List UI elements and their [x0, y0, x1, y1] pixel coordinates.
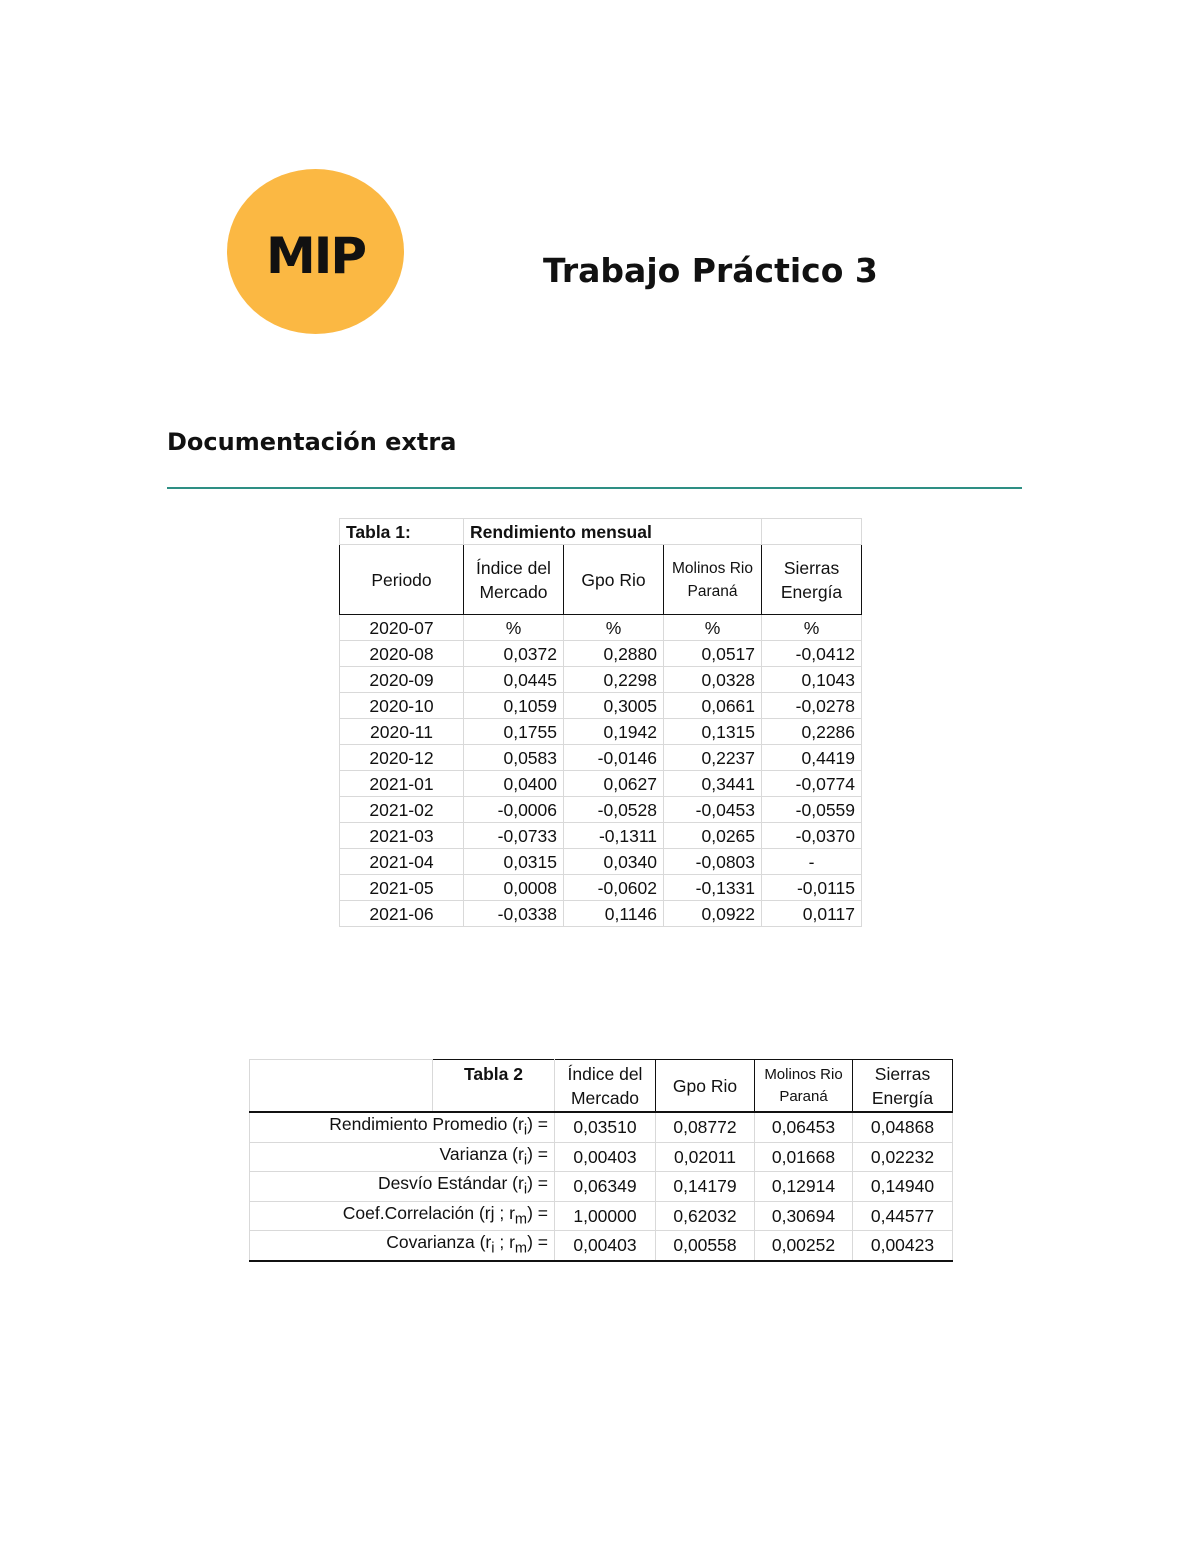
table-1	[339, 518, 862, 927]
period-cell: 2021-02	[340, 797, 464, 823]
table-row	[250, 1231, 953, 1261]
table-1-header-periodo: Periodo	[340, 545, 464, 615]
stat-label-subscript: m	[514, 1240, 528, 1257]
value-cell: 0,00558	[656, 1231, 755, 1261]
table-1-label: Tabla 1:	[340, 519, 464, 545]
value-cell: -0,0115	[762, 875, 862, 901]
table-row	[340, 875, 862, 901]
value-cell: 0,0008	[464, 875, 564, 901]
table-2-label: Tabla 2	[433, 1060, 555, 1113]
table-2-blank-cell	[250, 1060, 433, 1113]
period-cell: 2020-10	[340, 693, 464, 719]
stat-label-subscript: m	[514, 1211, 528, 1227]
stat-label-text: Varianza (r	[439, 1143, 524, 1164]
value-cell: 0,0328	[664, 667, 762, 693]
value-cell: 0,1942	[564, 719, 664, 745]
page-title: Trabajo Práctico 3	[543, 251, 878, 290]
stat-label-subscript: i	[491, 1240, 495, 1257]
table-1-header-row	[340, 545, 862, 615]
value-cell: 0,0372	[464, 641, 564, 667]
value-cell: 0,01668	[755, 1142, 853, 1172]
value-cell: %	[762, 615, 862, 641]
table-2-header-molinos-text: Molinos Rio Paraná	[764, 1065, 843, 1105]
value-cell: 0,0661	[664, 693, 762, 719]
table-2-header-molinos	[755, 1060, 853, 1113]
value-cell: 0,0340	[564, 849, 664, 875]
table-1-caption: Rendimiento mensual	[464, 519, 762, 545]
stat-label-subscript: i	[523, 1122, 528, 1139]
value-cell: -0,0278	[762, 693, 862, 719]
value-cell: -0,0338	[464, 901, 564, 927]
value-cell: 0,02011	[656, 1142, 755, 1172]
value-cell: 0,0922	[664, 901, 762, 927]
table-2	[249, 1059, 953, 1262]
value-cell: 0,3441	[664, 771, 762, 797]
table-row	[250, 1172, 953, 1202]
table-row	[340, 615, 862, 641]
value-cell: 0,4419	[762, 745, 862, 771]
value-cell: 0,2298	[564, 667, 664, 693]
table-row	[340, 849, 862, 875]
section-divider	[167, 487, 1022, 489]
table-row	[340, 745, 862, 771]
section-heading: Documentación extra	[167, 428, 457, 456]
value-cell: 0,00403	[555, 1231, 656, 1261]
period-cell: 2021-04	[340, 849, 464, 875]
value-cell: 0,0517	[664, 641, 762, 667]
value-cell: 0,0445	[464, 667, 564, 693]
value-cell: 0,2880	[564, 641, 664, 667]
stat-label-subscript: i	[523, 1181, 528, 1198]
table-row	[340, 797, 862, 823]
period-cell: 2020-07	[340, 615, 464, 641]
stat-label-text: Coef.Correlación (rj ; r	[342, 1202, 515, 1223]
table-row	[250, 1142, 953, 1172]
period-cell: 2020-11	[340, 719, 464, 745]
stat-label-text: Rendimiento Promedio (r	[329, 1114, 524, 1134]
period-cell: 2020-08	[340, 641, 464, 667]
value-cell: 0,14940	[853, 1172, 953, 1202]
value-cell: 0,00423	[853, 1231, 953, 1261]
value-cell: -0,0370	[762, 823, 862, 849]
period-cell: 2021-05	[340, 875, 464, 901]
value-cell: -0,0146	[564, 745, 664, 771]
value-cell: -0,0453	[664, 797, 762, 823]
value-cell: 0,1755	[464, 719, 564, 745]
period-cell: 2021-06	[340, 901, 464, 927]
value-cell: 0,14179	[656, 1172, 755, 1202]
value-cell: -0,1331	[664, 875, 762, 901]
stat-label-text: ; r	[494, 1232, 515, 1252]
table-2-header-indice: Índice del Mercado	[555, 1060, 656, 1113]
value-cell: 0,0400	[464, 771, 564, 797]
value-cell: -	[762, 849, 862, 875]
value-cell: 0,00252	[755, 1231, 853, 1261]
table-1-empty-cell	[762, 519, 862, 545]
table-row	[340, 823, 862, 849]
value-cell: 0,44577	[853, 1201, 953, 1231]
period-cell: 2021-03	[340, 823, 464, 849]
table-1-header-molinos	[664, 545, 762, 615]
stat-label-text: ) =	[527, 1173, 548, 1193]
value-cell: 0,04868	[853, 1112, 953, 1142]
table-row	[340, 693, 862, 719]
value-cell: %	[664, 615, 762, 641]
value-cell: 0,0117	[762, 901, 862, 927]
value-cell: -0,0803	[664, 849, 762, 875]
value-cell: -0,1311	[564, 823, 664, 849]
value-cell: 0,1315	[664, 719, 762, 745]
value-cell: 0,2237	[664, 745, 762, 771]
value-cell: 0,0265	[664, 823, 762, 849]
value-cell: 0,30694	[755, 1201, 853, 1231]
stat-label-text: Covarianza (r	[386, 1232, 492, 1252]
logo-text: MIP	[265, 226, 365, 285]
stat-label-text: ) =	[527, 1232, 548, 1252]
table-row	[340, 719, 862, 745]
stat-label-text: ) =	[527, 1202, 548, 1223]
table-row	[340, 771, 862, 797]
table-1-header-molinos-text: Molinos Rio Paraná	[672, 559, 753, 600]
stat-label	[250, 1112, 555, 1142]
value-cell: -0,0733	[464, 823, 564, 849]
value-cell: 0,2286	[762, 719, 862, 745]
value-cell: 0,1146	[564, 901, 664, 927]
period-cell: 2020-09	[340, 667, 464, 693]
period-cell: 2021-01	[340, 771, 464, 797]
value-cell: 0,03510	[555, 1112, 656, 1142]
table-1-header-gpo-rio: Gpo Rio	[564, 545, 664, 615]
value-cell: -0,0602	[564, 875, 664, 901]
table-1-header-indice: Índice del Mercado	[464, 545, 564, 615]
mip-logo	[227, 169, 404, 334]
table-row	[250, 1112, 953, 1142]
stat-label	[250, 1142, 555, 1172]
stat-label	[250, 1201, 555, 1231]
table-2-header-sierras: Sierras Energía	[853, 1060, 953, 1113]
stat-label-text: ) =	[527, 1143, 548, 1164]
value-cell: 0,0583	[464, 745, 564, 771]
table-row	[340, 901, 862, 927]
value-cell: 0,0315	[464, 849, 564, 875]
table-row	[340, 641, 862, 667]
value-cell: -0,0006	[464, 797, 564, 823]
value-cell: %	[464, 615, 564, 641]
table-2-header-gpo-rio: Gpo Rio	[656, 1060, 755, 1113]
table-row	[250, 1201, 953, 1231]
value-cell: 1,00000	[555, 1201, 656, 1231]
stat-label	[250, 1231, 555, 1261]
value-cell: 0,08772	[656, 1112, 755, 1142]
value-cell: 0,1043	[762, 667, 862, 693]
value-cell: 0,00403	[555, 1142, 656, 1172]
value-cell: 0,06453	[755, 1112, 853, 1142]
value-cell: 0,1059	[464, 693, 564, 719]
stat-label-text: Desvío Estándar (r	[377, 1173, 524, 1193]
value-cell: -0,0528	[564, 797, 664, 823]
table-2-header-row	[250, 1060, 953, 1113]
period-cell: 2020-12	[340, 745, 464, 771]
stat-label-subscript: i	[523, 1152, 528, 1168]
value-cell: 0,02232	[853, 1142, 953, 1172]
value-cell: 0,3005	[564, 693, 664, 719]
stat-label	[250, 1172, 555, 1202]
value-cell: -0,0774	[762, 771, 862, 797]
value-cell: %	[564, 615, 664, 641]
stat-label-text: ) =	[527, 1114, 548, 1134]
value-cell: -0,0559	[762, 797, 862, 823]
value-cell: -0,0412	[762, 641, 862, 667]
value-cell: 0,0627	[564, 771, 664, 797]
table-1-title-row	[340, 519, 862, 545]
table-1-header-sierras: Sierras Energía	[762, 545, 862, 615]
value-cell: 0,62032	[656, 1201, 755, 1231]
table-row	[340, 667, 862, 693]
value-cell: 0,12914	[755, 1172, 853, 1202]
value-cell: 0,06349	[555, 1172, 656, 1202]
